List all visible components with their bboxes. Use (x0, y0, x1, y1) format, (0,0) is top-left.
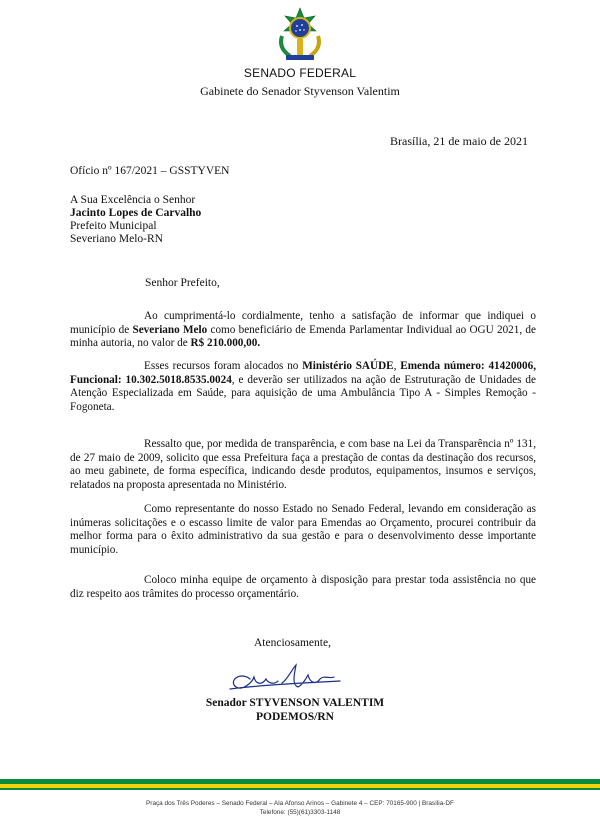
handwritten-signature (222, 661, 352, 695)
recipient-name: Jacinto Lopes de Carvalho (70, 207, 202, 219)
recipient-city: Severiano Melo-RN (70, 233, 163, 245)
paragraph-5: Coloco minha equipe de orçamento à disposição para prestar toda assistência no que diz respeito aos trâmites do processo orçamentário. (70, 574, 536, 600)
signer-party: PODEMOS/RN (256, 711, 334, 723)
footer-stripe-green-thin (0, 788, 600, 790)
institution-title: SENADO FEDERAL (243, 66, 357, 80)
paragraph-1: Ao cumprimentá-lo cordialmente, tenho a satisfação de informar que indiquei o município de Severiano Melo como beneficiário de Emenda Parlamentar Individual ao OGU 2021, de minha autoria, no valor de R$ 210.000,00. (70, 310, 536, 350)
letter-date: Brasília, 21 de maio de 2021 (390, 134, 528, 148)
paragraph-3: Ressalto que, por medida de transparência, e com base na Lei da Transparência nº 131, de 27 maio de 2009, solicito que essa Prefeitura faça a prestação de contas da destinação dos recursos, ao meu gabinete, de forma específica, indicando desde produtos, equipamentos, insumos e serviços, relatados na proposta apresentada no Ministério. (70, 438, 536, 491)
brazil-coat-of-arms-icon (270, 6, 330, 66)
recipient-block (70, 194, 201, 246)
paragraph-2: Esses recursos foram alocados no Ministério SAÚDE, Emenda número: 41420006, Funcional: 10.302.5018.8535.0024, e deverão ser utilizados na ação de Estruturação de Unidades de Atenção Especializada em Saúde, para aquisição de uma Ambulância Tipo A - Simples Remoção - Fogoneta. (70, 360, 536, 413)
paragraph-4: Como representante do nosso Estado no Senado Federal, levando em consideração as inúmeras solicitações e o escasso limite de valor para Emendas ao Orçamento, procurei contribuir da melhor forma para o êxito administrativo da sua gestão e para o desenvolvimento desse importante município. (70, 503, 536, 556)
closing: Atenciosamente, (254, 637, 331, 649)
salutation: Senhor Prefeito, (145, 277, 220, 289)
recipient-line1: A Sua Excelência o Senhor (70, 194, 196, 206)
letter-reference: Ofício nº 167/2021 – GSSTYVEN (70, 165, 230, 177)
footer-phone: Telefone: (55)(61)3303-1148 (259, 809, 341, 816)
office-subtitle: Gabinete do Senador Styvenson Valentim (200, 84, 400, 98)
footer-address: Praça dos Três Poderes – Senado Federal – Ala Afonso Arinos – Gabinete 4 – CEP: 70165-900 | Brasília-DF (146, 800, 454, 807)
recipient-role: Prefeito Municipal (70, 220, 157, 232)
signer-name: Senador STYVENSON VALENTIM (205, 697, 385, 709)
